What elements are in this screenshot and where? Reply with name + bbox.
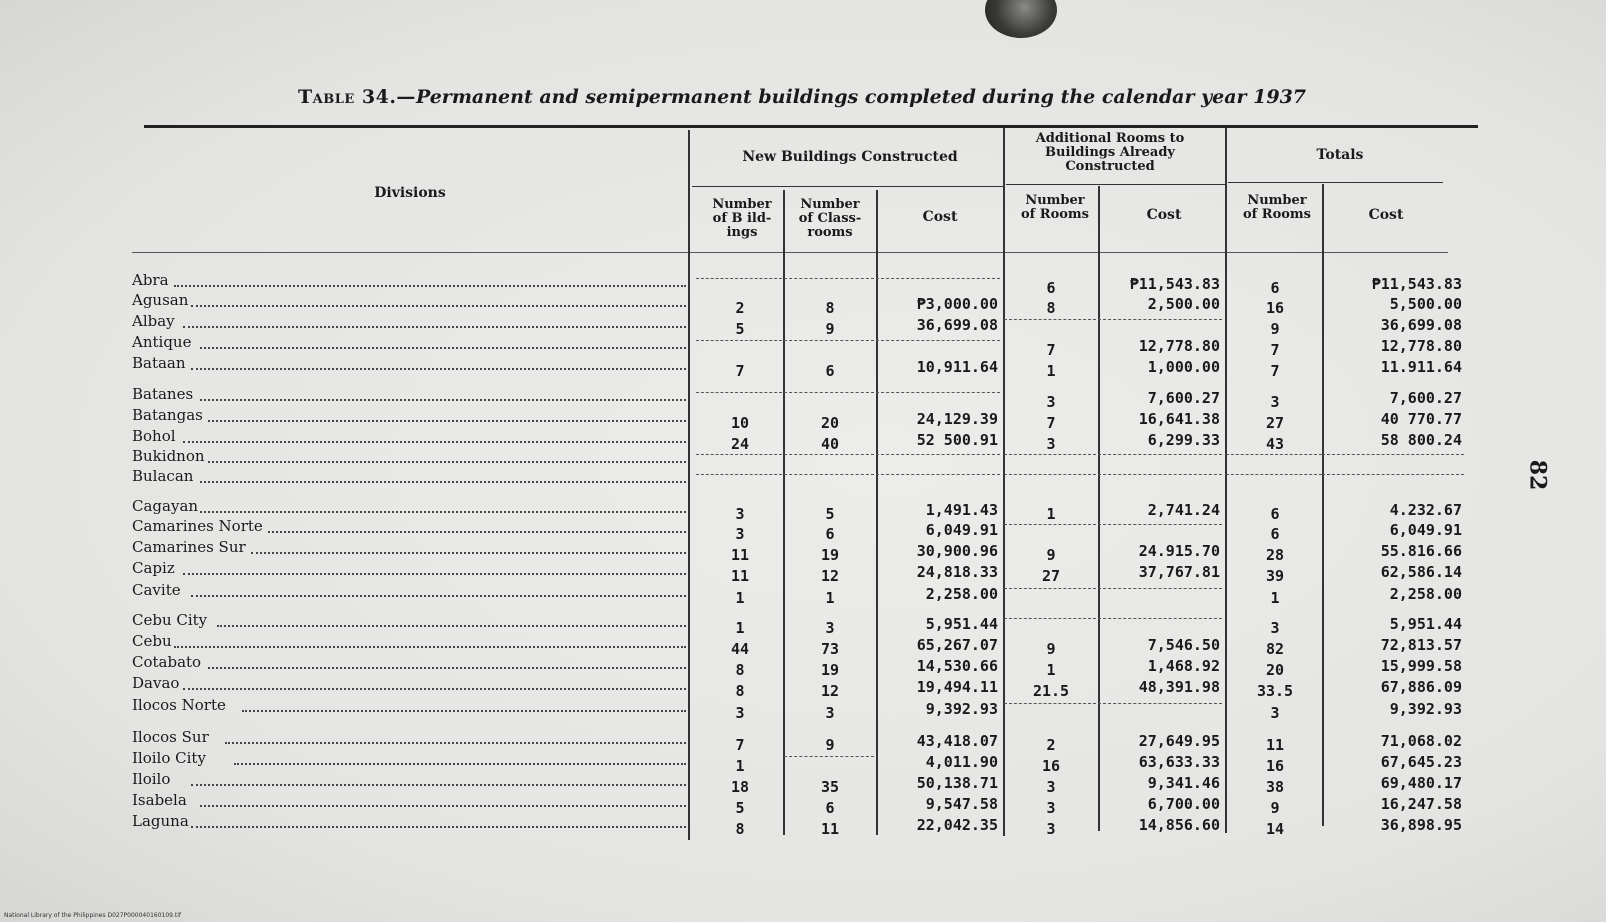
row-division-label: Albay	[132, 312, 175, 330]
cell-ar: 21.5	[1032, 682, 1070, 700]
cell-tcost: 11.911.64	[1380, 358, 1462, 376]
cell-tr: 7	[1270, 341, 1280, 359]
cell-tr: 33.5	[1256, 682, 1294, 700]
cell-ar: 1	[1046, 505, 1056, 523]
row-division-label: Bukidnon	[132, 447, 205, 465]
empty-cell-ar	[1004, 618, 1096, 619]
cell-tr: 14	[1265, 820, 1285, 838]
row-leader-dots	[183, 441, 687, 443]
cell-nc: 6	[825, 525, 835, 543]
row-division-label: Bulacan	[132, 467, 194, 485]
cell-acost: ₱11,543.83	[1129, 275, 1220, 293]
cell-acost: 6,700.00	[1147, 795, 1220, 813]
row-division-label: Ilocos Sur	[132, 728, 209, 746]
cell-ncost: 24,129.39	[916, 410, 998, 428]
cell-ar: 2	[1046, 736, 1056, 754]
cell-nb: 1	[735, 619, 745, 637]
empty-cell-nc	[784, 474, 874, 475]
cell-tcost: 12,778.80	[1380, 337, 1462, 355]
empty-cell-tr	[1226, 474, 1322, 475]
row-leader-dots	[200, 805, 687, 807]
cell-nc: 6	[825, 799, 835, 817]
cell-tr: 1	[1270, 589, 1280, 607]
cell-nb: 11	[730, 546, 750, 564]
cell-ar: 3	[1046, 435, 1056, 453]
col-rule-2	[783, 190, 785, 835]
empty-cell-nc	[784, 454, 874, 455]
cell-ncost: 14,530.66	[916, 657, 998, 675]
empty-cell-nb	[696, 392, 782, 393]
top-rule	[144, 125, 1478, 128]
cell-tr: 6	[1270, 279, 1280, 297]
table-title-text: Permanent and semipermanent buildings completed during the calendar year 1937	[415, 86, 1307, 108]
col-rule-4	[1003, 128, 1005, 836]
cell-acost: 2,500.00	[1147, 295, 1220, 313]
row-leader-dots	[242, 710, 686, 712]
cell-ncost: 30,900.96	[916, 542, 998, 560]
cell-nc: 40	[820, 435, 840, 453]
empty-cell-ar	[1004, 703, 1096, 704]
cell-nb: 1	[735, 757, 745, 775]
cell-ar: 9	[1046, 546, 1056, 564]
cell-tcost: 4.232.67	[1389, 501, 1462, 519]
cell-ar: 8	[1046, 299, 1056, 317]
scan-footer: National Library of the Philippines D027P000040160109.tif	[4, 912, 182, 919]
cell-nc: 5	[825, 505, 835, 523]
header-rule-new	[692, 186, 1004, 187]
row-division-label: Batanes	[132, 385, 194, 403]
row-division-label: Cagayan	[132, 497, 199, 515]
row-leader-dots	[183, 573, 687, 575]
row-division-label: Bohol	[132, 427, 176, 445]
cell-tr: 7	[1270, 362, 1280, 380]
empty-cell-acost	[1098, 524, 1222, 525]
cell-nc: 3	[825, 704, 835, 722]
empty-cell-acost	[1098, 703, 1222, 704]
cell-ncost: 6,049.91	[925, 521, 998, 539]
cell-nc: 9	[825, 320, 835, 338]
row-leader-dots	[174, 646, 686, 648]
cell-ar: 3	[1046, 393, 1056, 411]
empty-cell-tcost	[1322, 474, 1464, 475]
empty-cell-nb	[696, 454, 782, 455]
row-leader-dots	[251, 552, 687, 554]
cell-acost: 7,600.27	[1147, 389, 1220, 407]
header-new-buildings: New Buildings Constructed	[742, 149, 958, 165]
empty-cell-nb	[696, 340, 782, 341]
cell-tcost: 58 800.24	[1380, 431, 1462, 449]
empty-cell-ncost	[876, 474, 1000, 475]
cell-tcost: 36,699.08	[1380, 316, 1462, 334]
row-division-label: Camarines Sur	[132, 538, 246, 556]
empty-cell-ncost	[876, 340, 1000, 341]
col-rule-7	[1322, 184, 1324, 826]
row-leader-dots	[200, 481, 687, 483]
cell-ncost: 10,911.64	[916, 358, 998, 376]
cell-tr: 11	[1265, 736, 1285, 754]
empty-cell-ncost	[876, 454, 1000, 455]
row-leader-dots	[208, 667, 686, 669]
empty-cell-acost	[1098, 319, 1222, 320]
cell-tcost: 69,480.17	[1380, 774, 1462, 792]
cell-ncost: 5,951.44	[925, 615, 998, 633]
cell-tr: 27	[1265, 414, 1285, 432]
cell-tr: 9	[1270, 320, 1280, 338]
cell-tcost: 67,886.09	[1380, 678, 1462, 696]
cell-ar: 3	[1046, 820, 1056, 838]
cell-ncost: 22,042.35	[916, 816, 998, 834]
cell-acost: 24.915.70	[1138, 542, 1220, 560]
row-division-label: Capiz	[132, 559, 175, 577]
cell-acost: 27,649.95	[1138, 732, 1220, 750]
row-leader-dots	[174, 285, 686, 287]
cell-tr: 82	[1265, 640, 1285, 658]
empty-cell-ncost	[876, 392, 1000, 393]
cell-nc: 1	[825, 589, 835, 607]
col-rule-5	[1098, 186, 1100, 831]
row-leader-dots	[191, 368, 686, 370]
cell-acost: 9,341.46	[1147, 774, 1220, 792]
cell-ar: 27	[1041, 567, 1061, 585]
row-division-label: Iloilo City	[132, 749, 206, 767]
empty-cell-ar	[1004, 524, 1096, 525]
header-tot-cost: Cost	[1368, 207, 1404, 223]
cell-ncost: 9,392.93	[925, 700, 998, 718]
cell-tr: 39	[1265, 567, 1285, 585]
cell-nb: 44	[730, 640, 750, 658]
col-rule-6	[1225, 128, 1227, 833]
row-division-label: Camarines Norte	[132, 517, 263, 535]
row-leader-dots	[200, 399, 687, 401]
cell-nb: 10	[730, 414, 750, 432]
cell-ar: 6	[1046, 279, 1056, 297]
header-new-buildings-number: Number of B ild- ings	[712, 197, 772, 240]
header-tot-rooms-number: Number of Rooms	[1242, 193, 1311, 222]
table-title-prefix: Table 34.—	[298, 86, 416, 108]
row-division-label: Batangas	[132, 406, 203, 424]
cell-tcost: 7,600.27	[1389, 389, 1462, 407]
cell-ncost: 43,418.07	[916, 732, 998, 750]
cell-ncost: 19,494.11	[916, 678, 998, 696]
row-division-label: Isabela	[132, 791, 187, 809]
row-leader-dots	[217, 625, 687, 627]
empty-cell-nc	[784, 340, 874, 341]
cell-nb: 8	[735, 682, 745, 700]
cell-ar: 9	[1046, 640, 1056, 658]
cell-ncost: 4,011.90	[925, 753, 998, 771]
cell-nc: 19	[820, 661, 840, 679]
header-additional-rooms: Additional Rooms to Buildings Already Constructed	[1035, 131, 1185, 174]
cell-tr: 16	[1265, 757, 1285, 775]
cell-acost: 1,468.92	[1147, 657, 1220, 675]
row-leader-dots	[191, 595, 686, 597]
empty-cell-nc	[784, 756, 874, 757]
cell-nc: 19	[820, 546, 840, 564]
cell-acost: 63,633.33	[1138, 753, 1220, 771]
empty-cell-tr	[1226, 454, 1322, 455]
row-leader-dots	[208, 420, 686, 422]
cell-tr: 9	[1270, 799, 1280, 817]
empty-cell-nc	[784, 278, 874, 279]
cell-tcost: 5,500.00	[1389, 295, 1462, 313]
cell-acost: 6,299.33	[1147, 431, 1220, 449]
cell-nb: 18	[730, 778, 750, 796]
cell-tcost: 72,813.57	[1380, 636, 1462, 654]
row-leader-dots	[191, 826, 686, 828]
cell-ar: 7	[1046, 341, 1056, 359]
cell-nc: 8	[825, 299, 835, 317]
empty-cell-nb	[696, 474, 782, 475]
empty-cell-acost	[1098, 588, 1222, 589]
cell-ar: 3	[1046, 778, 1056, 796]
header-bottom-rule	[132, 252, 1448, 253]
row-leader-dots	[183, 688, 687, 690]
cell-tcost: 55.816.66	[1380, 542, 1462, 560]
cell-tr: 3	[1270, 704, 1280, 722]
cell-acost: 16,641.38	[1138, 410, 1220, 428]
cell-tcost: 40 770.77	[1380, 410, 1462, 428]
cell-ncost: 52 500.91	[916, 431, 998, 449]
row-leader-dots	[225, 742, 686, 744]
cell-tcost: 9,392.93	[1389, 700, 1462, 718]
col-rule-3	[876, 190, 878, 835]
cell-tr: 6	[1270, 505, 1280, 523]
empty-cell-ar	[1004, 319, 1096, 320]
header-rule-additional	[1006, 184, 1226, 185]
empty-cell-ar	[1004, 474, 1096, 475]
cell-nb: 5	[735, 320, 745, 338]
cell-ncost: 50,138.71	[916, 774, 998, 792]
cell-acost: 7,546.50	[1147, 636, 1220, 654]
cell-ncost: 1,491.43	[925, 501, 998, 519]
row-division-label: Davao	[132, 674, 180, 692]
cell-acost: 12,778.80	[1138, 337, 1220, 355]
empty-cell-nc	[784, 392, 874, 393]
row-division-label: Ilocos Norte	[132, 696, 226, 714]
cell-nb: 7	[735, 362, 745, 380]
cell-nb: 3	[735, 505, 745, 523]
cell-nc: 3	[825, 619, 835, 637]
cell-ar: 7	[1046, 414, 1056, 432]
cell-nb: 7	[735, 736, 745, 754]
cell-nc: 73	[820, 640, 840, 658]
empty-cell-tcost	[1322, 454, 1464, 455]
cell-tcost: 62,586.14	[1380, 563, 1462, 581]
cell-tr: 20	[1265, 661, 1285, 679]
cell-tr: 28	[1265, 546, 1285, 564]
cell-ncost: 65,267.07	[916, 636, 998, 654]
cell-nb: 2	[735, 299, 745, 317]
scan-artifact	[985, 0, 1057, 38]
cell-tcost: 36,898.95	[1380, 816, 1462, 834]
row-leader-dots	[200, 347, 687, 349]
cell-tcost: 5,951.44	[1389, 615, 1462, 633]
header-add-cost: Cost	[1146, 207, 1182, 223]
cell-ar: 3	[1046, 799, 1056, 817]
cell-nb: 3	[735, 525, 745, 543]
cell-nb: 24	[730, 435, 750, 453]
header-new-cost: Cost	[922, 209, 958, 225]
cell-tr: 43	[1265, 435, 1285, 453]
cell-tcost: 16,247.58	[1380, 795, 1462, 813]
empty-cell-nb	[696, 278, 782, 279]
row-division-label: Cebu	[132, 632, 172, 650]
cell-nc: 20	[820, 414, 840, 432]
row-division-label: Cavite	[132, 581, 181, 599]
empty-cell-acost	[1098, 618, 1222, 619]
cell-tcost: 6,049.91	[1389, 521, 1462, 539]
row-leader-dots	[183, 326, 687, 328]
header-totals: Totals	[1316, 147, 1364, 163]
cell-nb: 8	[735, 661, 745, 679]
row-leader-dots	[191, 305, 686, 307]
cell-ar: 1	[1046, 362, 1056, 380]
empty-cell-ar	[1004, 454, 1096, 455]
cell-nc: 6	[825, 362, 835, 380]
col-rule-1	[688, 130, 690, 840]
cell-tr: 38	[1265, 778, 1285, 796]
cell-tcost: 2,258.00	[1389, 585, 1462, 603]
cell-tcost: 15,999.58	[1380, 657, 1462, 675]
row-division-label: Iloilo	[132, 770, 171, 788]
row-division-label: Antique	[132, 333, 192, 351]
empty-cell-ncost	[876, 278, 1000, 279]
row-leader-dots	[268, 531, 687, 533]
header-rule-totals	[1228, 182, 1443, 183]
row-leader-dots	[208, 461, 686, 463]
page-number: 82	[1524, 459, 1551, 491]
cell-nc: 11	[820, 820, 840, 838]
cell-nb: 11	[730, 567, 750, 585]
cell-tr: 6	[1270, 525, 1280, 543]
cell-acost: 1,000.00	[1147, 358, 1220, 376]
row-division-label: Bataan	[132, 354, 186, 372]
cell-tcost: ₱11,543.83	[1371, 275, 1462, 293]
cell-ncost: 24,818.33	[916, 563, 998, 581]
cell-tr: 16	[1265, 299, 1285, 317]
empty-cell-ar	[1004, 588, 1096, 589]
cell-acost: 37,767.81	[1138, 563, 1220, 581]
cell-nc: 35	[820, 778, 840, 796]
header-add-rooms-number: Number of Rooms	[1020, 193, 1089, 222]
cell-nc: 12	[820, 682, 840, 700]
header-new-classrooms-number: Number of Class- rooms	[798, 197, 862, 240]
cell-ncost: 2,258.00	[925, 585, 998, 603]
cell-ncost: ₱3,000.00	[916, 295, 998, 313]
cell-nb: 5	[735, 799, 745, 817]
row-leader-dots	[191, 784, 686, 786]
row-division-label: Cebu City	[132, 611, 208, 629]
table-title	[298, 86, 1318, 108]
cell-nc: 12	[820, 567, 840, 585]
cell-tcost: 67,645.23	[1380, 753, 1462, 771]
row-leader-dots	[200, 511, 687, 513]
cell-ar: 16	[1041, 757, 1061, 775]
cell-acost: 48,391.98	[1138, 678, 1220, 696]
cell-acost: 14,856.60	[1138, 816, 1220, 834]
cell-tr: 3	[1270, 619, 1280, 637]
cell-nb: 8	[735, 820, 745, 838]
row-leader-dots	[234, 763, 687, 765]
cell-ar: 1	[1046, 661, 1056, 679]
empty-cell-acost	[1098, 474, 1222, 475]
empty-cell-acost	[1098, 454, 1222, 455]
cell-ncost: 36,699.08	[916, 316, 998, 334]
cell-acost: 2,741.24	[1147, 501, 1220, 519]
row-division-label: Cotabato	[132, 653, 202, 671]
row-division-label: Laguna	[132, 812, 189, 830]
row-division-label: Abra	[132, 271, 169, 289]
cell-nb: 1	[735, 589, 745, 607]
row-division-label: Agusan	[132, 291, 189, 309]
cell-ncost: 9,547.58	[925, 795, 998, 813]
cell-nc: 9	[825, 736, 835, 754]
header-divisions: Divisions	[374, 185, 446, 201]
cell-tr: 3	[1270, 393, 1280, 411]
cell-tcost: 71,068.02	[1380, 732, 1462, 750]
cell-nb: 3	[735, 704, 745, 722]
